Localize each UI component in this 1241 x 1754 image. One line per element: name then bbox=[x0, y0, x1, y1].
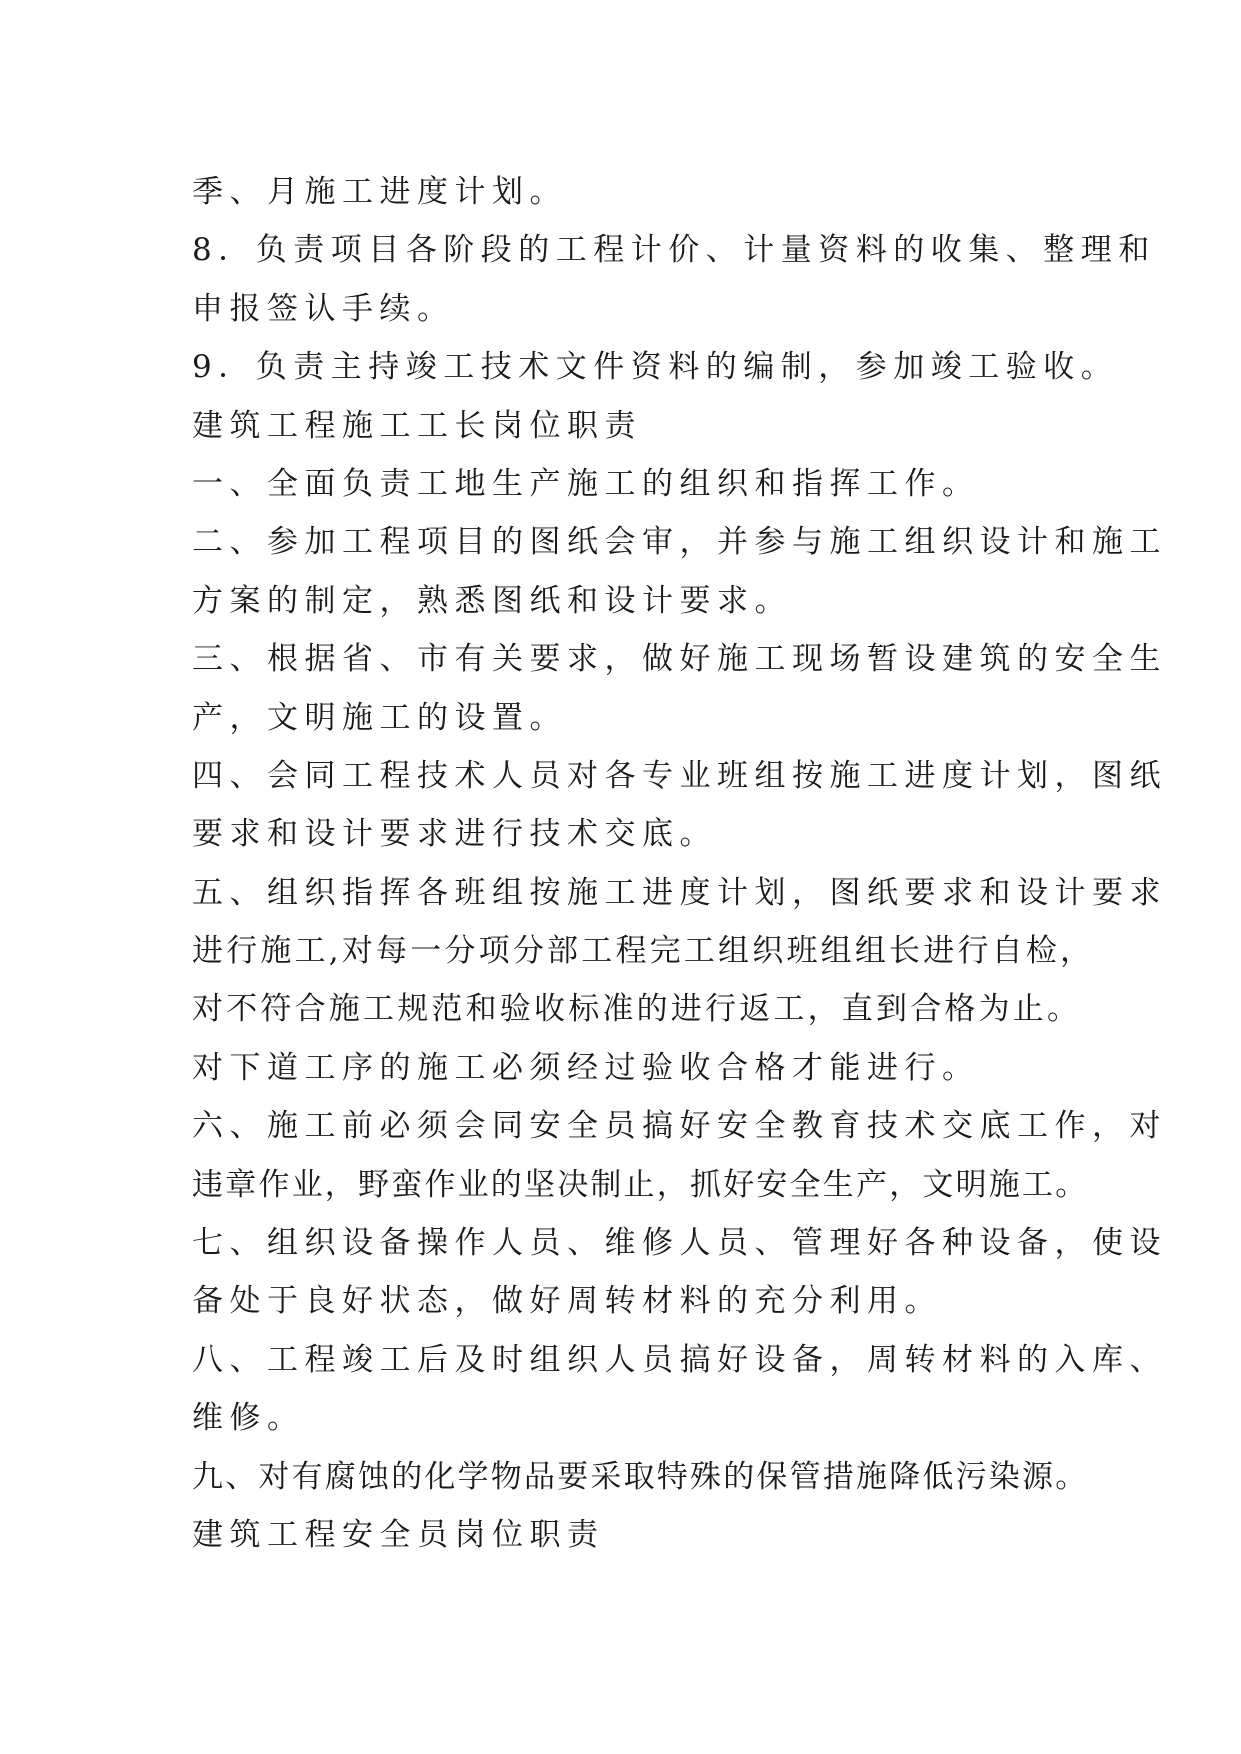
text-line: 七、组织设备操作人员、维修人员、管理好各种设备，使设 bbox=[192, 1225, 1167, 1262]
text-line: 九、对有腐蚀的化学物品要采取特殊的保管措施降低污染源。 bbox=[192, 1458, 1089, 1495]
document-body bbox=[192, 163, 1167, 1564]
section-heading: 建筑工程施工工长岗位职责 bbox=[192, 407, 642, 444]
text-line: 二、参加工程项目的图纸会审，并参与施工组织设计和施工 bbox=[192, 524, 1167, 561]
text-line: 一、全面负责工地生产施工的组织和指挥工作。 bbox=[192, 465, 980, 502]
text-line: 对下道工序的施工必须经过验收合格才能进行。 bbox=[192, 1049, 980, 1086]
text-line: 维修。 bbox=[192, 1400, 305, 1437]
text-line: 备处于良好状态，做好周转材料的充分利用。 bbox=[192, 1283, 942, 1320]
section-heading: 建筑工程安全员岗位职责 bbox=[192, 1516, 605, 1553]
text-line: 进行施工,对每一分项分部工程完工组织班组组长进行自检， bbox=[192, 933, 1095, 970]
text-line: 季、月施工进度计划。 bbox=[192, 174, 567, 210]
text-line: 要求和设计要求进行技术交底。 bbox=[192, 816, 717, 853]
text-line: 六、施工前必须会同安全员搞好安全教育技术交底工作，对 bbox=[192, 1108, 1167, 1145]
text-line: 五、组织指挥各班组按施工进度计划，图纸要求和设计要求 bbox=[192, 874, 1167, 911]
text-line: 八、工程竣工后及时组织人员搞好设备，周转材料的入库、 bbox=[192, 1341, 1167, 1378]
text-line: 8．负责项目各阶段的工程计价、计量资料的收集、整理和 bbox=[192, 232, 1156, 269]
text-line: 方案的制定，熟悉图纸和设计要求。 bbox=[192, 582, 792, 619]
text-line: 四、会同工程技术人员对各专业班组按施工进度计划，图纸 bbox=[192, 757, 1167, 794]
text-line: 产，文明施工的设置。 bbox=[192, 699, 567, 736]
text-line: 对不符合施工规范和验收标准的进行返工，直到合格为止。 bbox=[192, 991, 1082, 1028]
text-line: 申报签认手续。 bbox=[192, 290, 455, 327]
text-line: 9．负责主持竣工技术文件资料的编制，参加竣工验收。 bbox=[192, 349, 1119, 386]
text-line: 违章作业，野蛮作业的坚决制止，抓好安全生产，文明施工。 bbox=[192, 1166, 1089, 1203]
text-line: 三、根据省、市有关要求，做好施工现场暂设建筑的安全生 bbox=[192, 641, 1167, 678]
